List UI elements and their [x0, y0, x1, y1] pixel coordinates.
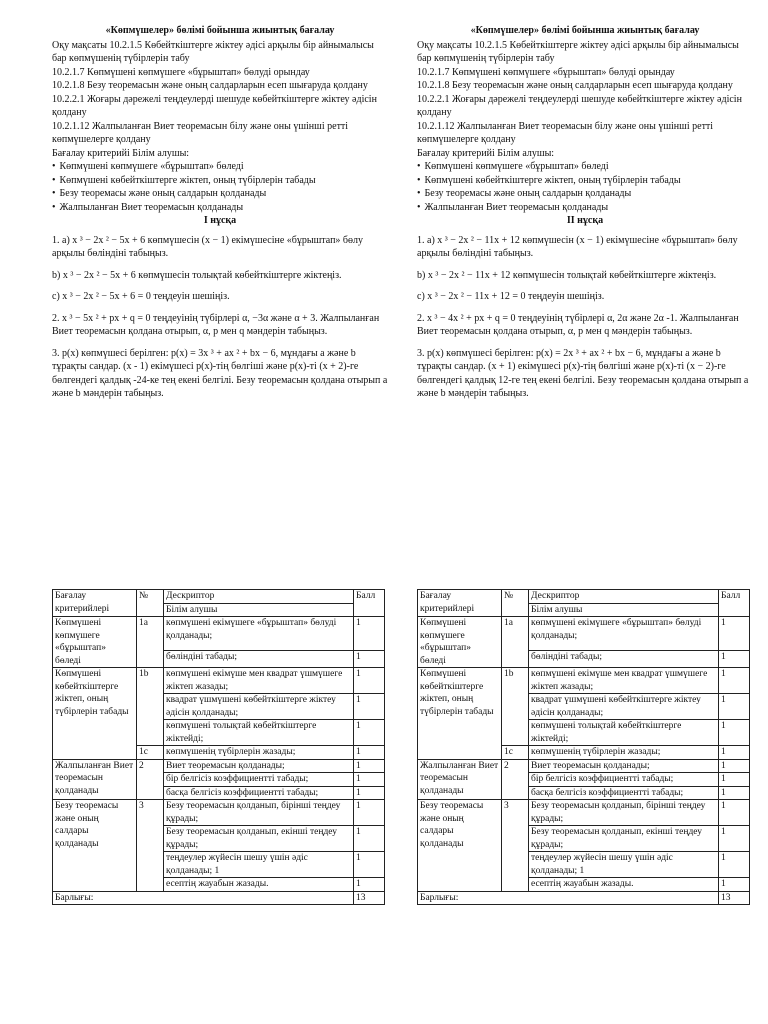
- points: 1: [354, 617, 385, 651]
- task-number: 1c: [137, 746, 164, 760]
- header-points: Балл: [719, 590, 750, 617]
- task-number: 3: [137, 800, 164, 892]
- points: 1: [719, 800, 750, 826]
- header-descriptor: Дескриптор: [164, 590, 354, 604]
- descriptor: көпмүшені толықтай көбейткіштерге жіктейді;: [529, 720, 719, 746]
- points: 1: [719, 650, 750, 667]
- points: 1: [354, 720, 385, 746]
- total-points: 13: [719, 891, 750, 905]
- header-num: №: [502, 590, 529, 617]
- points: 1: [719, 773, 750, 787]
- criterion-bullet: • Безу теоремасы және оның салдарын қолданады: [52, 187, 388, 201]
- descriptor: Безу теоремасын қолданып, екінші теңдеу құрады;: [164, 826, 354, 852]
- variant-2-text: [417, 24, 753, 409]
- descriptor: есептің жауабын жазады.: [529, 878, 719, 892]
- criterion-bullet: • Жалпыланған Виет теоремасын қолданады: [417, 201, 753, 215]
- page-title: «Көпмүшелер» бөлімі бойынша жиынтық бағалау: [470, 25, 700, 36]
- points: 1: [354, 800, 385, 826]
- task-3: 3. p(x) көпмүшесі берілген: p(x) = 2x ³ + ax ² + bx − 6, мұндағы a және b тұрақты сандар. (x + 1) екімүшесі p(x)-тің бөлгіші және p(x)-ті (x − 2)-ге бөлгендегі қалдық 12-ге тең екені белгілі. Безу теоремасын қолдана отырып a және b мәндерін табыңыз.: [417, 347, 749, 399]
- descriptor: бөліндіні табады;: [164, 650, 354, 667]
- objective: 10.2.1.8 Безу теоремасын және оның салдарларын есеп шығаруда қолдану: [52, 80, 368, 91]
- descriptor: көпмүшенің түбірлерін жазады;: [529, 746, 719, 760]
- task-number: 1c: [502, 746, 529, 760]
- criterion-cell: Көпмүшені көпмүшеге «бұрыштап» бөледі: [418, 617, 502, 668]
- descriptor: Безу теоремасын қолданып, екінші теңдеу құрады;: [529, 826, 719, 852]
- header-points: Балл: [354, 590, 385, 617]
- objective: 10.2.1.12 Жалпыланған Виет теоремасын білу және оны үшінші ретті көпмүшелерге қолдану: [417, 120, 714, 145]
- criterion-bullet: • Көпмүшені көбейткіштерге жіктеп, оның түбірлерін табады: [52, 174, 388, 188]
- objective: 10.2.1.7 Көпмүшені көпмүшеге «бұрыштап» бөлуді орындау: [417, 66, 675, 78]
- points: 1: [354, 650, 385, 667]
- task-1b: b) x ³ − 2x ² − 11x + 12 көпмүшесін толықтай көбейткіштерге жіктеңіз.: [417, 269, 717, 281]
- descriptor: Безу теоремасын қолданып, біріншi теңдеу құрады;: [529, 800, 719, 826]
- objective: 10.2.1.8 Безу теоремасын және оның салдарларын есеп шығаруда қолдану: [417, 80, 733, 91]
- total-label: Барлығы:: [418, 891, 719, 905]
- criterion-bullet: • Безу теоремасы және оның салдарын қолданады: [417, 187, 753, 201]
- task-1c: c) x ³ − 2x ² − 5x + 6 = 0 теңдеуін шешіңіз.: [52, 291, 230, 302]
- header-descriptor: Дескриптор: [529, 590, 719, 604]
- criterion-cell: Жалпыланған Виет теоремасын қолданады: [53, 759, 137, 800]
- descriptor: теңдеулер жүйесін шешу үшін әдіс қолданады; 1: [164, 852, 354, 878]
- points: 1: [719, 759, 750, 773]
- criterion-bullet: • Жалпыланған Виет теоремасын қолданады: [52, 201, 388, 215]
- points: 1: [719, 746, 750, 760]
- task-number: 1b: [502, 668, 529, 746]
- points: 1: [719, 852, 750, 878]
- task-number: 2: [137, 759, 164, 800]
- points: 1: [354, 746, 385, 760]
- descriptor: көпмүшенің түбірлерін жазады;: [164, 746, 354, 760]
- descriptor: көпмүшені екімүше мен квадрат үшмүшеге жіктеп жазады;: [529, 668, 719, 694]
- descriptor: квадрат үшмүшені көбейткіштерге жіктеу әдісін қолданады;: [529, 694, 719, 720]
- objective: Оқу мақсаты 10.2.1.5 Көбейткіштерге жіктеу әдісі арқылы бір айнымалысы бар көпмүшенің түбірлерін табу: [417, 39, 739, 64]
- descriptor: есептің жауабын жазады.: [164, 878, 354, 892]
- points: 1: [354, 852, 385, 878]
- descriptor: көпмүшені екімүшеге «бұрыштап» бөлуді қолданады;: [529, 617, 719, 651]
- header-criteria: Бағалау критерийлері: [418, 590, 502, 617]
- criterion-bullet: • Көпмүшені көпмүшеге «бұрыштап» бөледі: [52, 160, 388, 174]
- rubric-table-2: [417, 589, 750, 905]
- points: 1: [719, 786, 750, 800]
- points: 1: [354, 759, 385, 773]
- descriptor: көпмүшені толықтай көбейткіштерге жіктейді;: [164, 720, 354, 746]
- descriptor: басқа белгісіз коэффициентті табады;: [164, 786, 354, 800]
- header-criteria: Бағалау критерийлері: [53, 590, 137, 617]
- points: 1: [719, 878, 750, 892]
- criterion-cell: Көпмүшені көпмүшеге «бұрыштап» бөледі: [53, 617, 137, 668]
- page-title: «Көпмүшелер» бөлімі бойынша жиынтық бағалау: [105, 25, 335, 36]
- task-number: 2: [502, 759, 529, 800]
- descriptor: Безу теоремасын қолданып, біріншi теңдеу құрады;: [164, 800, 354, 826]
- variant-label: ІІ нұсқа: [566, 215, 604, 226]
- points: 1: [354, 878, 385, 892]
- criterion-cell: Безу теоремасы және оның салдары қолданады: [418, 800, 502, 892]
- objective: Оқу мақсаты 10.2.1.5 Көбейткіштерге жіктеу әдісі арқылы бір айнымалысы бар көпмүшенің түбірлерін табу: [52, 39, 374, 64]
- criterion-cell: Безу теоремасы және оның салдары қолданады: [53, 800, 137, 892]
- points: 1: [719, 826, 750, 852]
- objective: 10.2.2.1 Жоғары дәрежелі теңдеулерді шешуде көбейткіштерге жіктеу әдісін қолдану: [417, 93, 742, 118]
- rubric-table-1: [52, 589, 385, 905]
- points: 1: [719, 694, 750, 720]
- points: 1: [354, 773, 385, 787]
- descriptor: бөліндіні табады;: [529, 650, 719, 667]
- task-1c: c) x ³ − 2x ² − 11x + 12 = 0 теңдеуін шешіңіз.: [417, 291, 605, 302]
- points: 1: [354, 668, 385, 694]
- descriptor: теңдеулер жүйесін шешу үшін әдіс қолданады; 1: [529, 852, 719, 878]
- header-subheading: Білім алушы: [529, 603, 719, 617]
- points: 1: [719, 720, 750, 746]
- descriptor: Виет теоремасын қолданады;: [529, 759, 719, 773]
- descriptor: Виет теоремасын қолданады;: [164, 759, 354, 773]
- criteria-heading: Бағалау критерийі Білім алушы:: [417, 147, 555, 159]
- descriptor: бір белгісіз коэффициентті табады;: [529, 773, 719, 787]
- task-2: 2. x ³ − 4x ² + px + q = 0 теңдеуінің түбірлері α, 2α және 2α -1. Жалпыланған Виет теоремасын қолдана отырып, α, p мен q мәндерін табыңыз.: [417, 312, 739, 337]
- descriptor: көпмүшені екімүшеге «бұрыштап» бөлуді қолданады;: [164, 617, 354, 651]
- points: 1: [354, 786, 385, 800]
- points: 1: [719, 617, 750, 651]
- task-number: 1b: [137, 668, 164, 746]
- total-label: Барлығы:: [53, 891, 354, 905]
- task-1b: b) x ³ − 2x ² − 5x + 6 көпмүшесін толықтай көбейткіштерге жіктеңіз.: [52, 269, 342, 281]
- task-1a: 1. a) x ³ − 2x ² − 11x + 12 көпмүшесін (x − 1) екімүшесіне «бұрыштап» бөлу арқылы бөліндіні табыңыз.: [417, 234, 738, 259]
- criterion-cell: Жалпыланған Виет теоремасын қолданады: [418, 759, 502, 800]
- objective: 10.2.1.12 Жалпыланған Виет теоремасын білу және оны үшінші ретті көпмүшелерге қолдану: [52, 120, 349, 145]
- variant-1-text: [52, 24, 388, 409]
- criterion-cell: Көпмүшені көбейткіштерге жіктеп, оның түбірлерін табады: [53, 668, 137, 760]
- header-num: №: [137, 590, 164, 617]
- objective: 10.2.2.1 Жоғары дәрежелі теңдеулерді шешуде көбейткіштерге жіктеу әдісін қолдану: [52, 93, 377, 118]
- points: 1: [354, 694, 385, 720]
- task-2: 2. x ³ − 5x ² + px + q = 0 теңдеуінің түбірлері α, −3α және α + 3. Жалпыланған Виет теоремасын қолдана отырып, α, p мен q мәндерін табыңыз.: [52, 312, 380, 337]
- points: 1: [354, 826, 385, 852]
- criteria-heading: Бағалау критерийі Білім алушы:: [52, 147, 190, 159]
- points: 1: [719, 668, 750, 694]
- header-subheading: Білім алушы: [164, 603, 354, 617]
- criterion-cell: Көпмүшені көбейткіштерге жіктеп, оның түбірлерін табады: [418, 668, 502, 760]
- variant-label: І нұсқа: [203, 215, 237, 226]
- task-number: 1a: [502, 617, 529, 668]
- objective: 10.2.1.7 Көпмүшені көпмүшеге «бұрыштап» бөлуді орындау: [52, 66, 310, 78]
- descriptor: басқа белгісіз коэффициентті табады;: [529, 786, 719, 800]
- descriptor: квадрат үшмүшені көбейткіштерге жіктеу әдісін қолданады;: [164, 694, 354, 720]
- descriptor: бір белгісіз коэффициентті табады;: [164, 773, 354, 787]
- criterion-bullet: • Көпмүшені көпмүшеге «бұрыштап» бөледі: [417, 160, 753, 174]
- task-number: 1a: [137, 617, 164, 668]
- task-1a: 1. a) x ³ − 2x ² − 5x + 6 көпмүшесін (x − 1) екімүшесіне «бұрыштап» бөлу арқылы бөліндіні табыңыз.: [52, 234, 364, 259]
- task-3: 3. p(x) көпмүшесі берілген: p(x) = 3x ³ + ax ² + bx − 6, мұндағы a және b тұрақты сандар. (x - 1) екімүшесі p(x)-тің бөлгіші және p(x)-ті (x + 2)-ге бөлгендегі қалдық -24-ке тең екені белгілі. Безу теоремасын қолдана отырып a және b мәндерін табыңыз.: [52, 347, 388, 399]
- criterion-bullet: • Көпмүшені көбейткіштерге жіктеп, оның түбірлерін табады: [417, 174, 753, 188]
- descriptor: көпмүшені екімүше мен квадрат үшмүшеге жіктеп жазады;: [164, 668, 354, 694]
- task-number: 3: [502, 800, 529, 892]
- total-points: 13: [354, 891, 385, 905]
